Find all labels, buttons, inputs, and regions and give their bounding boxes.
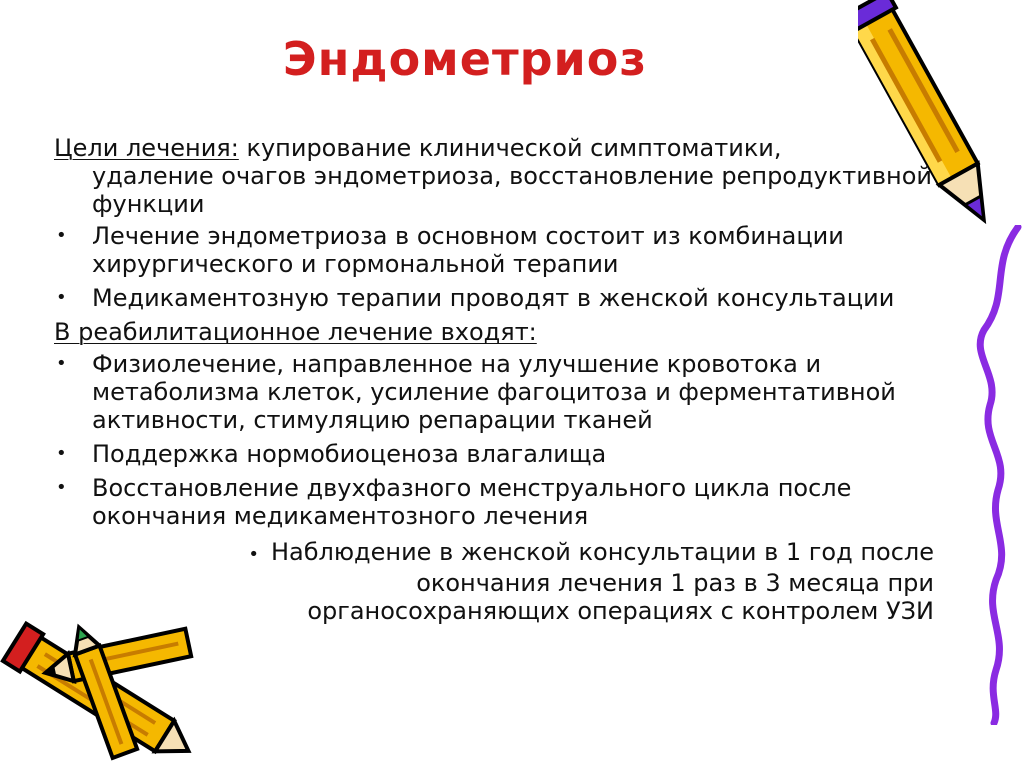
bullet-marker: •	[248, 544, 259, 565]
pencils-icon	[0, 618, 205, 767]
list-item	[54, 222, 934, 278]
list-item	[54, 440, 934, 468]
bullet-marker: •	[56, 353, 67, 374]
goals-text-line1: купирование клинической симптоматики,	[238, 134, 782, 162]
list-item-text: Наблюдение в женской консультации в 1 год после окончания лечения 1 раз в 3 месяца при органосохраняющих операциях с контролем УЗИ	[270, 538, 934, 625]
bullet-marker: •	[56, 477, 67, 498]
goals-paragraph	[54, 134, 934, 218]
rehab-paragraph	[54, 318, 934, 346]
list-item	[54, 284, 934, 312]
goals-heading: Цели лечения:	[54, 134, 239, 162]
bullet-marker: •	[56, 287, 67, 308]
list-item-text: Лечение эндометриоза в основном состоит из комбинации хирургического и гормональной терапии	[92, 222, 844, 278]
list-item-right-aligned	[54, 538, 934, 625]
list-item-text: Медикаментозную терапии проводят в женской консультации	[92, 284, 895, 312]
list-item	[54, 474, 934, 530]
list-item-text: Физиолечение, направленное на улучшение кровотока и метаболизма клеток, усиление фагоцитоза и ферментативной активности, стимуляцию репарации тканей	[92, 350, 896, 434]
goals-text-rest: удаление очагов эндометриоза, восстановление репродуктивной функции	[92, 162, 932, 218]
list-item-text: Поддержка нормобиоценоза влагалища	[92, 440, 607, 468]
list-item-text: Восстановление двухфазного менструального цикла после окончания медикаментозного лечения	[92, 474, 852, 530]
bullet-marker: •	[56, 225, 67, 246]
slide-content	[54, 134, 934, 625]
bullet-marker: •	[56, 443, 67, 464]
list-item	[54, 350, 934, 434]
squiggle-decoration	[960, 225, 1024, 725]
rehab-heading: В реабилитационное лечение входят:	[54, 318, 537, 346]
slide-title: Эндометриоз	[282, 32, 648, 86]
